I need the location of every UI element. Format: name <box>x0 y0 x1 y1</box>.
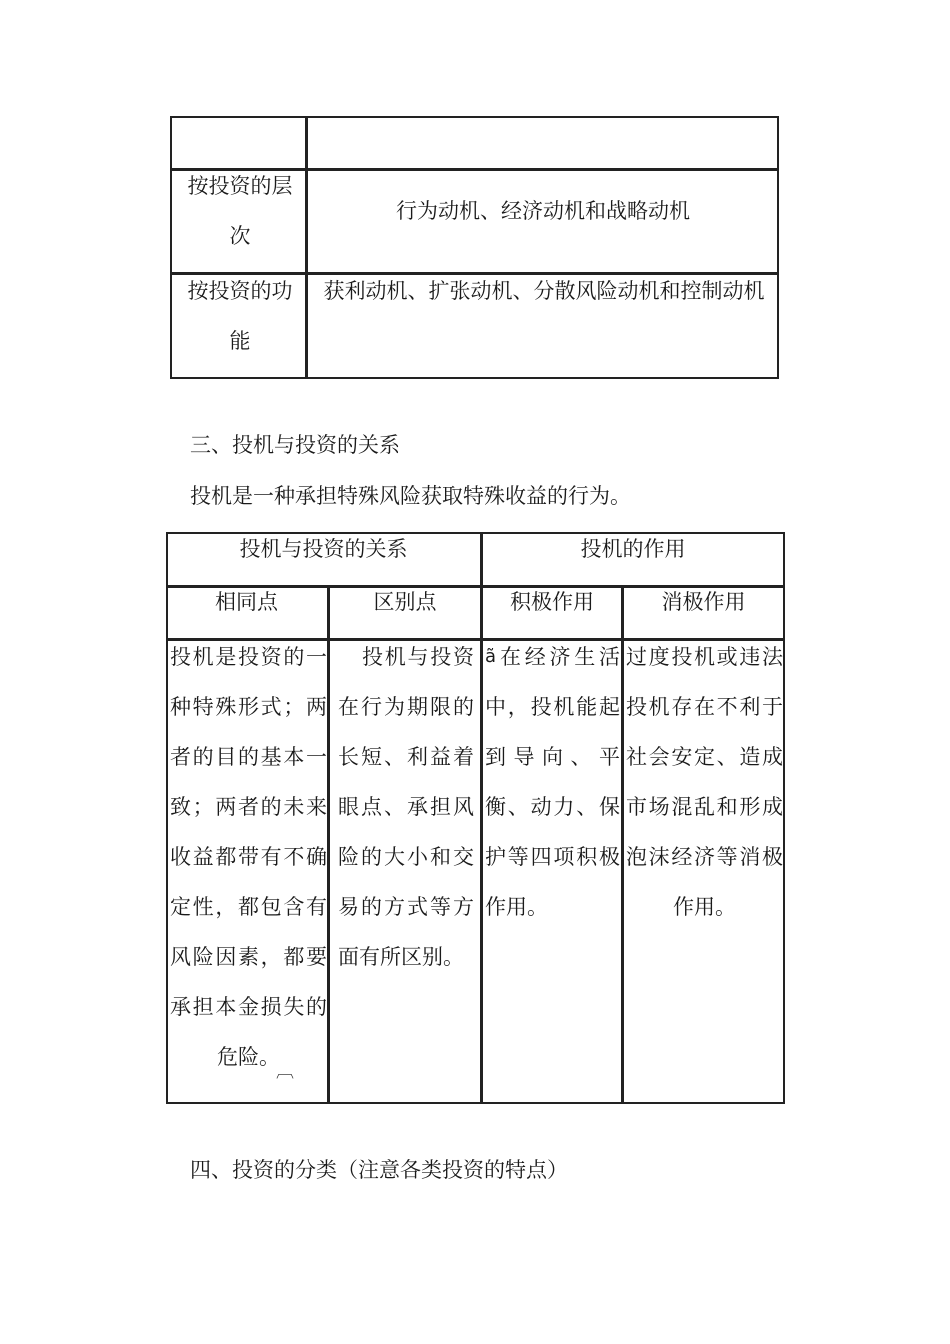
negative-effect-header: 消极作用 <box>661 590 746 614</box>
effect-group-header: 投机的作用 <box>580 537 686 561</box>
similarities-header: 相同点 <box>215 590 278 614</box>
motive-row-content: 获利动机、扩张动机、分散风险动机和控制动机 <box>323 279 765 303</box>
motive-row-label: 按投资的功能 <box>187 279 293 353</box>
definition-paragraph: 投机是一种承担特殊风险获取特殊收益的行为。 <box>190 484 631 508</box>
positive-effect-cell: 在经济生活中，投机能起到导向、平衡、动力、保护等四项积极作用。 <box>485 645 620 919</box>
section-heading: 四、投资的分类（注意各类投资的特点） <box>190 1158 568 1182</box>
motive-table-header-content <box>310 120 776 166</box>
section-heading: 三、投机与投资的关系 <box>190 433 400 457</box>
motive-row-label: 按投资的层次 <box>187 174 293 248</box>
motive-table-col-divider <box>305 116 308 379</box>
stray-glyph: ã <box>485 646 497 667</box>
stray-glyph: ︹ <box>276 1061 294 1082</box>
relation-table-col-divider <box>480 532 483 1104</box>
negative-effect-cell: 过度投机或违法投机存在不利于社会安定、造成市场混乱和形成泡沫经济等消极作用。 <box>626 645 783 919</box>
motive-table-header-label <box>174 120 302 166</box>
motive-row-content: 行为动机、经济动机和战略动机 <box>396 199 690 223</box>
relation-table-col-divider <box>621 585 624 1104</box>
positive-effect-header: 积极作用 <box>510 590 594 614</box>
similarities-cell: 投机是投资的一种特殊形式；两者的目的基本一致；两者的未来收益都带有不确定性，都包含有风险因素，都要承担本金损失的危险。 <box>170 645 327 1069</box>
differences-header: 区别点 <box>373 590 437 614</box>
differences-cell: 投机与投资在行为期限的长短、利益着眼点、承担风险的大小和交易的方式等方面有所区别。 <box>338 645 474 969</box>
relation-group-header: 投机与投资的关系 <box>239 537 408 561</box>
relation-table-col-divider <box>327 585 330 1104</box>
